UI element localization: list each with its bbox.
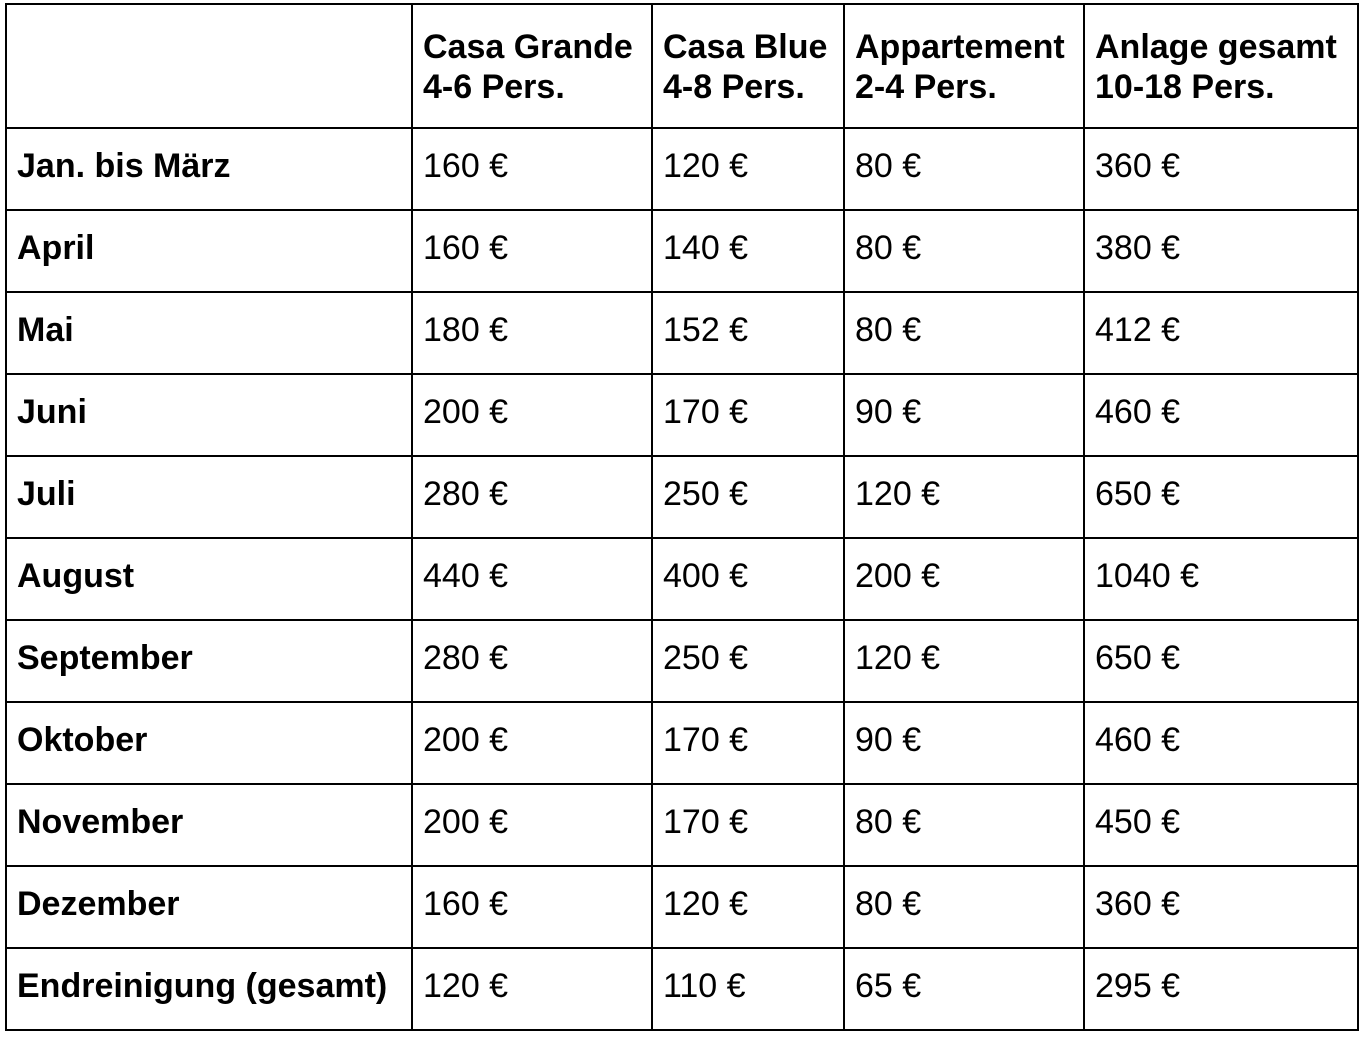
table-row	[6, 784, 1358, 866]
table-row	[6, 374, 1358, 456]
price-cell: 140 €	[652, 210, 844, 292]
price-cell: 460 €	[1084, 702, 1358, 784]
table-row	[6, 948, 1358, 1030]
price-cell: 90 €	[844, 702, 1084, 784]
price-cell: 360 €	[1084, 866, 1358, 948]
table-row	[6, 538, 1358, 620]
price-cell: 170 €	[652, 702, 844, 784]
row-label: August	[6, 538, 412, 620]
price-cell: 120 €	[844, 456, 1084, 538]
price-cell: 80 €	[844, 866, 1084, 948]
price-cell: 295 €	[1084, 948, 1358, 1030]
row-label: September	[6, 620, 412, 702]
row-label: Jan. bis März	[6, 128, 412, 210]
table-row	[6, 456, 1358, 538]
header-name: Casa Grande	[423, 28, 633, 66]
price-cell: 80 €	[844, 210, 1084, 292]
header-cell-anlage-gesamt	[1084, 4, 1358, 128]
price-cell: 200 €	[412, 784, 652, 866]
price-cell: 170 €	[652, 374, 844, 456]
price-cell: 440 €	[412, 538, 652, 620]
price-cell: 120 €	[844, 620, 1084, 702]
price-cell: 170 €	[652, 784, 844, 866]
header-capacity: 10-18 Pers.	[1095, 68, 1275, 106]
price-cell: 280 €	[412, 620, 652, 702]
header-name: Appartement	[855, 28, 1065, 66]
header-row	[6, 4, 1358, 128]
price-cell: 90 €	[844, 374, 1084, 456]
table-row	[6, 866, 1358, 948]
price-cell: 360 €	[1084, 128, 1358, 210]
row-label: Dezember	[6, 866, 412, 948]
price-cell: 380 €	[1084, 210, 1358, 292]
price-cell: 200 €	[844, 538, 1084, 620]
row-label: Juli	[6, 456, 412, 538]
price-cell: 460 €	[1084, 374, 1358, 456]
price-cell: 400 €	[652, 538, 844, 620]
price-cell: 80 €	[844, 784, 1084, 866]
price-cell: 120 €	[652, 866, 844, 948]
price-cell: 120 €	[412, 948, 652, 1030]
table-row	[6, 702, 1358, 784]
price-table	[5, 3, 1359, 1031]
table-row	[6, 292, 1358, 374]
price-cell: 180 €	[412, 292, 652, 374]
row-label: November	[6, 784, 412, 866]
row-label: Oktober	[6, 702, 412, 784]
price-cell: 1040 €	[1084, 538, 1358, 620]
row-label: April	[6, 210, 412, 292]
header-cell-appartement	[844, 4, 1084, 128]
table-row	[6, 128, 1358, 210]
table-body	[6, 128, 1358, 1030]
header-name: Casa Blue	[663, 28, 828, 66]
header-corner-cell	[6, 4, 412, 128]
price-cell: 412 €	[1084, 292, 1358, 374]
price-cell: 160 €	[412, 866, 652, 948]
header-capacity: 4-8 Pers.	[663, 68, 805, 106]
header-capacity: 4-6 Pers.	[423, 68, 565, 106]
price-cell: 80 €	[844, 292, 1084, 374]
row-label: Mai	[6, 292, 412, 374]
row-label: Juni	[6, 374, 412, 456]
price-cell: 200 €	[412, 702, 652, 784]
table-header	[6, 4, 1358, 128]
price-cell: 110 €	[652, 948, 844, 1030]
price-cell: 650 €	[1084, 456, 1358, 538]
table-row	[6, 620, 1358, 702]
price-cell: 152 €	[652, 292, 844, 374]
price-cell: 280 €	[412, 456, 652, 538]
table-row	[6, 210, 1358, 292]
header-capacity: 2-4 Pers.	[855, 68, 997, 106]
price-cell: 450 €	[1084, 784, 1358, 866]
price-cell: 80 €	[844, 128, 1084, 210]
header-cell-casa-grande	[412, 4, 652, 128]
row-label: Endreinigung (gesamt)	[6, 948, 412, 1030]
header-cell-casa-blue	[652, 4, 844, 128]
price-cell: 160 €	[412, 210, 652, 292]
price-cell: 160 €	[412, 128, 652, 210]
header-name: Anlage gesamt	[1095, 28, 1337, 66]
price-cell: 120 €	[652, 128, 844, 210]
price-cell: 200 €	[412, 374, 652, 456]
price-cell: 250 €	[652, 456, 844, 538]
price-cell: 250 €	[652, 620, 844, 702]
price-cell: 650 €	[1084, 620, 1358, 702]
price-cell: 65 €	[844, 948, 1084, 1030]
